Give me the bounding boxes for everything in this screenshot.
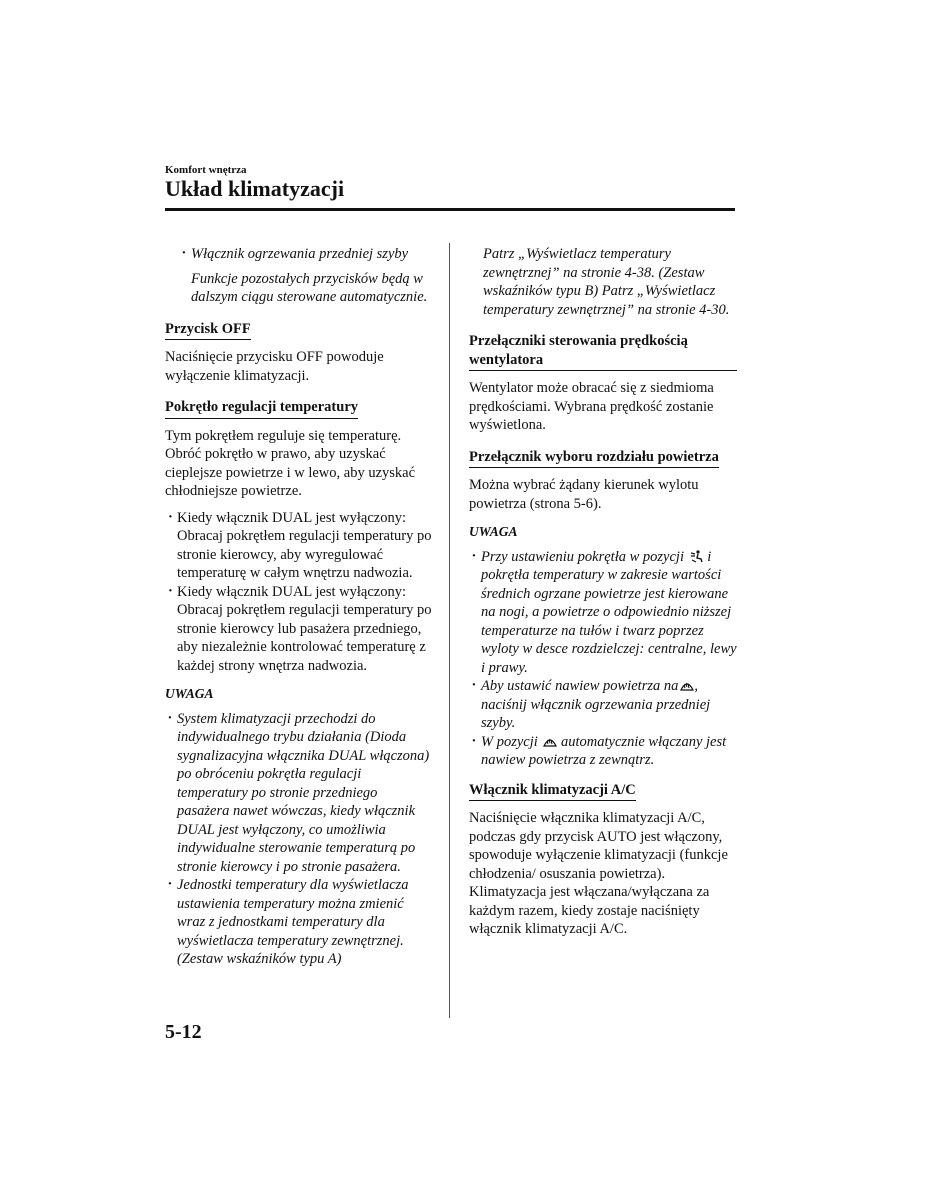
list-item: · Jednostki temperatury dla wyświetlacza ustawienia temperatury można zmienić wraz z jednostkami temperatury dla wyświetlacza temperatury zewnętrznej. (Zestaw wskaźników typu A) xyxy=(165,876,433,969)
page-number: 5-12 xyxy=(165,1021,202,1043)
air-distribution-text: Można wybrać żądany kierunek wylotu powietrza (strona 5-6). xyxy=(469,477,699,512)
list-item: · Kiedy włącznik DUAL jest wyłączony: Obracaj pokrętłem regulacji temperatury po stronie kierowcy, aby wyregulować temperaturę w całym wnętrzu nadwozia. xyxy=(165,509,433,583)
continued-bullet-list xyxy=(179,245,433,264)
list-item: · Aby ustawić nawiew powietrza na , naciśnij włącznik ogrzewania przedniej szyby. xyxy=(469,677,737,733)
note-bullet-list xyxy=(165,710,433,969)
title-rule xyxy=(165,208,735,211)
vent-floor-mode-icon xyxy=(690,550,704,563)
list-item: · Włącznik ogrzewania przedniej szyby xyxy=(179,245,433,264)
fan-speed-text: Wentylator może obracać się z siedmioma prędkościami. Wybrana prędkość zostanie wyświetlona. xyxy=(469,380,714,433)
temperature-dial-text: Tym pokrętłem reguluje się temperaturę. Obróć pokrętło w prawo, aby uzyskać cieplejsze powietrze i w lewo, aby uzyskać chłodniejsze powietrze. xyxy=(165,427,416,499)
right-column xyxy=(469,245,737,939)
off-button-text: Naciśnięcie przycisku OFF powoduje wyłączenie klimatyzacji. xyxy=(165,349,384,384)
continued-text: Funkcje pozostałych przycisków będą w dalszym ciągu sterowane automatycznie. xyxy=(191,270,428,305)
off-button-heading: Przycisk OFF xyxy=(165,320,251,341)
ac-switch-text-2: Klimatyzacja jest włączana/wyłączana za każdym razem, kiedy zostaje naciśnięty włącznik klimatyzacji A/C. xyxy=(469,884,710,937)
note-label: UWAGA xyxy=(469,524,518,539)
page-title: Układ klimatyzacji xyxy=(165,176,345,201)
continued-note-text: Patrz „Wyświetlacz temperatury zewnętrznej” na stronie 4-38. (Zestaw wskaźników typu B) Patrz „Wyświetlacz temperatury zewnętrznej” na stronie 4-30. xyxy=(483,246,730,318)
list-item: · System klimatyzacji przechodzi do indywidualnego trybu działania (Dioda sygnalizacyjna włącznika DUAL włączona) po obróceniu pokrętła regulacji temperatury po stronie przedniego pasażera nawet wówczas, kiedy włącznik DUAL jest wyłączony, co umożliwia indywidualne sterowanie temperaturą po stronie kierowcy i po stronie pasażera. xyxy=(165,710,433,877)
column-divider xyxy=(449,243,450,1018)
ac-switch-text: Naciśnięcie włącznika klimatyzacji A/C, podczas gdy przycisk AUTO jest włączony, spowoduje wyłączenie klimatyzacji (funkcje chłodzenia/ osuszania powietrza). xyxy=(469,810,728,882)
defroster-icon xyxy=(680,679,694,692)
list-item: · Kiedy włącznik DUAL jest wyłączony: Obracaj pokrętłem regulacji temperatury po stronie kierowcy lub pasażera przedniego, aby niezależnie kontrolować temperaturę z każdej strony wnętrza nadwozia. xyxy=(165,583,433,676)
left-column xyxy=(165,245,433,975)
ac-switch-heading: Włącznik klimatyzacji A/C xyxy=(469,781,636,802)
list-item: · W pozycji automatycznie włączany jest nawiew powietrza z zewnątrz. xyxy=(469,733,737,770)
section-label: Komfort wnętrza xyxy=(165,164,247,176)
temperature-bullet-list xyxy=(165,509,433,676)
air-distribution-heading: Przełącznik wyboru rozdziału powietrza xyxy=(469,448,719,469)
fan-speed-heading: Przełączniki sterowania prędkością wentylatora xyxy=(469,332,737,371)
defroster-icon xyxy=(543,735,557,748)
list-item: · Przy ustawieniu pokrętła w pozycji i pokrętła temperatury w zakresie wartości średnich ogrzane powietrze jest kierowane na nogi, a powietrze o odpowiednio niższej temperaturze na tułów i twarz poprzez wyloty w desce rozdzielczej: centralne, lewy i prawy. xyxy=(469,548,737,678)
temperature-dial-heading: Pokrętło regulacji temperatury xyxy=(165,398,358,419)
note-label: UWAGA xyxy=(165,686,214,701)
note-bullet-list xyxy=(469,548,737,770)
